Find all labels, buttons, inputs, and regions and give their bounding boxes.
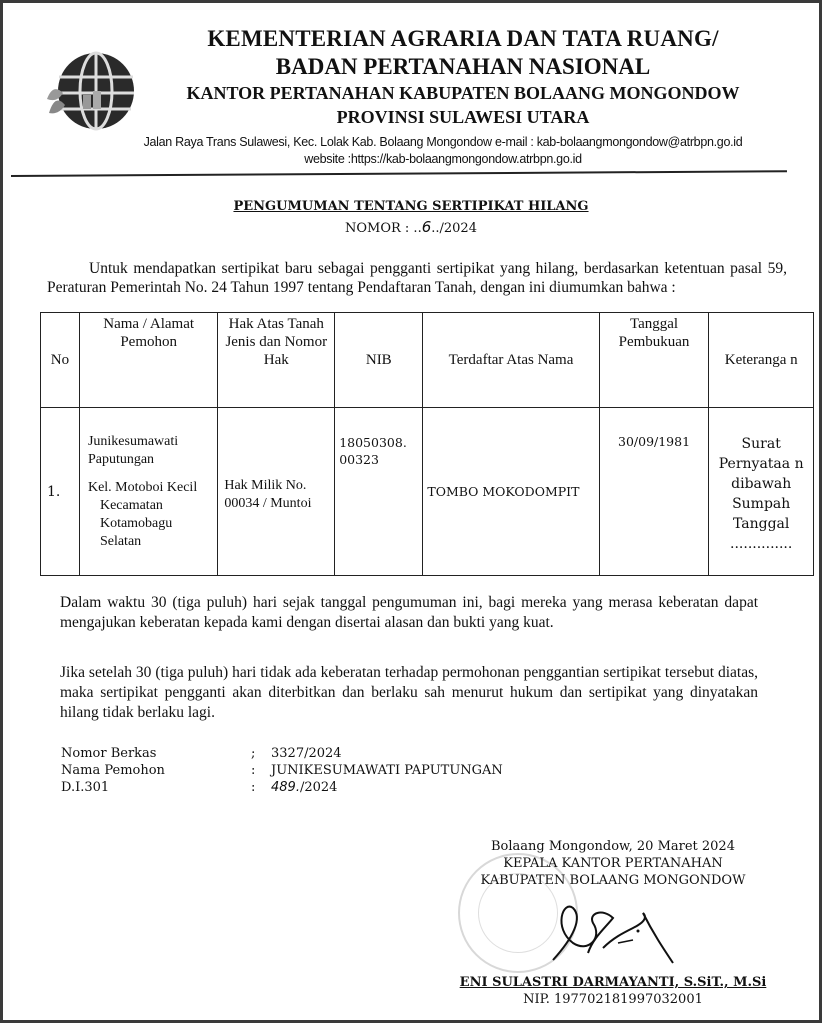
agency-name: BADAN PERTANAHAN NASIONAL — [275, 54, 651, 79]
header-terdaftar: Terdaftar Atas Nama — [423, 313, 599, 408]
nomor-suffix: ../2024 — [431, 221, 477, 236]
province-name: PROVINSI SULAWESI UTARA — [336, 107, 590, 127]
signer-nip: NIP. 197702181997032001 — [523, 992, 703, 1007]
nomor-prefix: NOMOR : .. — [345, 221, 422, 236]
document-page — [3, 3, 819, 1020]
office-website: website :https://kab-bolaangmongondow.atrbpn.go.id — [304, 152, 582, 166]
cell-tanggal: 30/09/1981 — [599, 408, 709, 576]
position-line1: KEPALA KANTOR PERTANAHAN — [503, 856, 723, 871]
header-hak: Hak Atas Tanah Jenis dan Nomor Hak — [218, 313, 335, 408]
cell-nib: 18050308. 00323 — [335, 408, 423, 576]
office-address: Jalan Raya Trans Sulawesi, Kec. Lolak Kab. Bolaang Mongondow e-mail : kab-bolaangmongondow@atrbpn.go.id — [143, 135, 743, 149]
place-date: Bolaang Mongondow, 20 Maret 2024 — [491, 839, 735, 854]
header-tanggal: Tanggal Pembukuan — [599, 313, 709, 408]
nomor-handwritten: 6 — [421, 218, 432, 236]
document-number — [3, 218, 819, 236]
header-keterangan: Keteranga n — [709, 313, 814, 408]
meta-nama-pemohon: Nama Pemohon : JUNIKESUMAWATI PAPUTUNGAN — [61, 763, 503, 778]
office-name: KANTOR PERTANAHAN KABUPATEN BOLAANG MONGONDOW — [186, 83, 740, 103]
lost-certificate-table — [40, 312, 814, 576]
letterhead — [143, 25, 783, 129]
cell-hak: Hak Milik No. 00034 / Muntoi — [218, 408, 335, 576]
validity-paragraph: Jika setelah 30 (tiga puluh) hari tidak ada keberatan terhadap permohonan penggantian sertipikat tersebut diatas, maka sertipikat pengganti akan diterbitkan dan berlaku sah menurut hukum dan sertipikat yang dinyatakan hilang tidak berlaku lagi. — [60, 664, 758, 721]
document-title: PENGUMUMAN TENTANG SERTIPIKAT HILANG — [233, 199, 589, 214]
letterhead-contact — [103, 134, 783, 168]
letterhead-divider — [11, 170, 787, 177]
header-nib: NIB — [335, 313, 423, 408]
signature-block — [423, 838, 803, 889]
position-line2: KABUPATEN BOLAANG MONGONDOW — [480, 873, 746, 888]
handwritten-signature-icon — [543, 898, 683, 968]
table-row — [41, 408, 814, 576]
header-nama: Nama / Alamat Pemohon — [79, 313, 217, 408]
table-header-row — [41, 313, 814, 408]
ministry-name: KEMENTERIAN AGRARIA DAN TATA RUANG/ — [207, 26, 719, 51]
header-no: No — [41, 313, 80, 408]
bpn-globe-logo-icon — [41, 43, 141, 143]
objection-paragraph: Dalam waktu 30 (tiga puluh) hari sejak tanggal pengumuman ini, bagi mereka yang merasa keberatan dapat mengajukan keberatan kepada kami dengan disertai alasan dan bukti yang kuat. — [60, 594, 758, 631]
signer-name: ENI SULASTRI DARMAYANTI, S.SiT., M.Si — [459, 975, 767, 990]
cell-terdaftar: TOMBO MOKODOMPIT — [423, 408, 599, 576]
file-metadata — [61, 745, 503, 796]
applicant-address: Kel. Motoboi Kecil Kecamatan Kotamobagu Selatan — [87, 479, 198, 549]
applicant-name: Junikesumawati Paputungan — [87, 433, 179, 467]
intro-paragraph: Untuk mendapatkan sertipikat baru sebagai pengganti sertipikat yang hilang, berdasarkan ketentuan pasal 59, Peraturan Pemerintah No. 24 Tahun 1997 tentang Pendaftaran Tanah, dengan ini diumumkan bahwa : — [47, 260, 787, 296]
cell-no: 1. — [41, 408, 80, 576]
cell-nama-alamat — [79, 408, 217, 576]
meta-di301: D.I.301 : 489. /2024 — [61, 780, 338, 795]
cell-keterangan: Surat Pernyataa n dibawah Sumpah Tanggal .............. — [709, 408, 814, 576]
meta-nomor-berkas: Nomor Berkas ; 3327/2024 — [61, 746, 342, 761]
